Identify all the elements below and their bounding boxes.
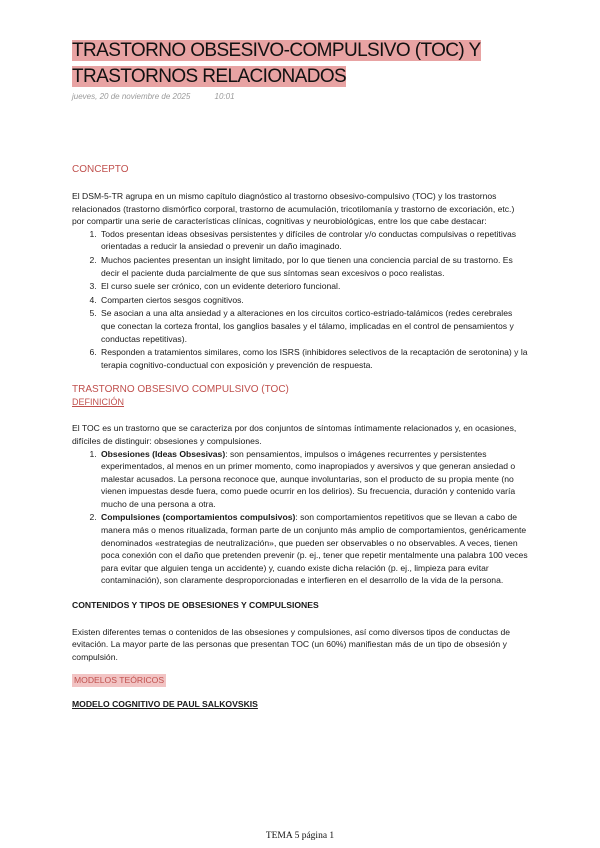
note-meta bbox=[72, 92, 257, 101]
page-title: TRASTORNO OBSESIVO-COMPULSIVO (TOC) Y TRASTORNOS RELACIONADOS bbox=[72, 40, 481, 87]
list-item: 4. Comparten ciertos sesgos cognitivos. bbox=[99, 294, 528, 307]
title-block bbox=[72, 38, 562, 90]
list-item: 5. Se asocian a una alta ansiedad y a alteraciones en los circuitos cortico-estriado-talámicos (redes cerebrales que conectan la corteza frontal, los ganglios basales y el tálamo, implicadas en el control de pensamientos y conductas repetitivas). bbox=[99, 307, 528, 345]
concepto-intro: El DSM-5-TR agrupa en un mismo capítulo diagnóstico al trastorno obsesivo-compulsivo (TOC) y los trastornos relacionados (trastorno dismórfico corporal, trastorno de acumulación, tricotilomanía y trastorno de excoriación, etc.) por compartir una serie de características clínicas, cognitivas y neurobiológicas, entre los que cabe destacar: bbox=[72, 191, 515, 227]
obsesiones-label: Obsesiones (Ideas Obsesivas) bbox=[101, 448, 226, 459]
compulsiones-text: : son comportamientos repetitivos que se llevan a cabo de manera más o menos ritualizada, forman parte de un conjunto más amplio de comportamientos, genéricamente denominados «estrategias de neutralización», que pueden ser observables o no observables. A veces, tienen poca conexión con el daño que pretenden prevenir (p. ej., tener que repetir mentalmente una palabra 100 veces para evitar que alguien tenga un accidente) y, cuando existe dicha relación (p. ej., limpieza para evitar contaminación), son claramente desproporcionadas e interfieren en el desarrollo de la vida de la persona. bbox=[101, 512, 528, 586]
compulsiones-label: Compulsiones (comportamientos compulsivos) bbox=[101, 512, 296, 523]
list-item: 6. Responden a tratamientos similares, como los ISRS (inhibidores selectivos de la recaptación de serotonina) y la terapia cognitivo-conductual con exposición y prevención de respuesta. bbox=[99, 346, 528, 371]
toc-list bbox=[72, 448, 528, 588]
obsesiones-text: : son pensamientos, impulsos o imágenes recurrentes y persistentes experimentados, al menos en un primer momento, como inapropiados y aversivos y que generan ansiedad o malestar acusados. La persona reconoce que, aunque involuntarias, son el producto de su propia mente (no vienen impuestas desde fuera, como puede ocurrir en los delirios). Su frecuencia, duración y contenido varía mucho de una persona a otra. bbox=[101, 448, 516, 509]
concepto-list bbox=[72, 228, 528, 372]
list-item: 3. El curso suele ser crónico, con un evidente deterioro funcional. bbox=[99, 280, 528, 293]
toc-heading: TRASTORNO OBSESIVO COMPULSIVO (TOC) bbox=[72, 384, 289, 396]
list-item bbox=[99, 511, 528, 587]
note-date: jueves, 20 de noviembre de 2025 bbox=[72, 92, 191, 101]
contenidos-heading: CONTENIDOS Y TIPOS DE OBSESIONES Y COMPULSIONES bbox=[72, 600, 319, 611]
list-item: 1. Todos presentan ideas obsesivas persistentes y difíciles de controlar y/o conductas compulsivas o repetitivas orientadas a reducir la ansiedad o prevenir un daño imaginado. bbox=[99, 228, 528, 253]
note-time: 10:01 bbox=[214, 92, 235, 101]
list-item: 2. Muchos pacientes presentan un insight limitado, por lo que tienen una conciencia parcial de su trastorno. Es decir el paciente duda parcialmente de que sus síntomas sean excesivos o poco realistas. bbox=[99, 254, 528, 279]
list-item bbox=[99, 448, 528, 511]
page-footer: TEMA 5 página 1 bbox=[265, 831, 335, 841]
document-body bbox=[72, 163, 528, 711]
definicion-subheading: DEFINICIÓN bbox=[72, 397, 125, 408]
concepto-heading: CONCEPTO bbox=[72, 164, 129, 175]
salkovskis-heading: MODELO COGNITIVO DE PAUL SALKOVSKIS bbox=[72, 699, 258, 709]
contenidos-text: Existen diferentes temas o contenidos de las obsesiones y compulsiones, así como diversos tipos de conductas de evitación. La mayor parte de las personas que presentan TOC (un 60%) manifiestan más de un tipo de obsesión y compulsión. bbox=[72, 626, 511, 662]
toc-intro: El TOC es un trastorno que se caracteriza por dos conjuntos de síntomas íntimamente relacionados y, en ocasiones, difíciles de distinguir: obsesiones y compulsiones. bbox=[72, 423, 517, 446]
modelos-heading: MODELOS TEÓRICOS bbox=[74, 675, 165, 686]
